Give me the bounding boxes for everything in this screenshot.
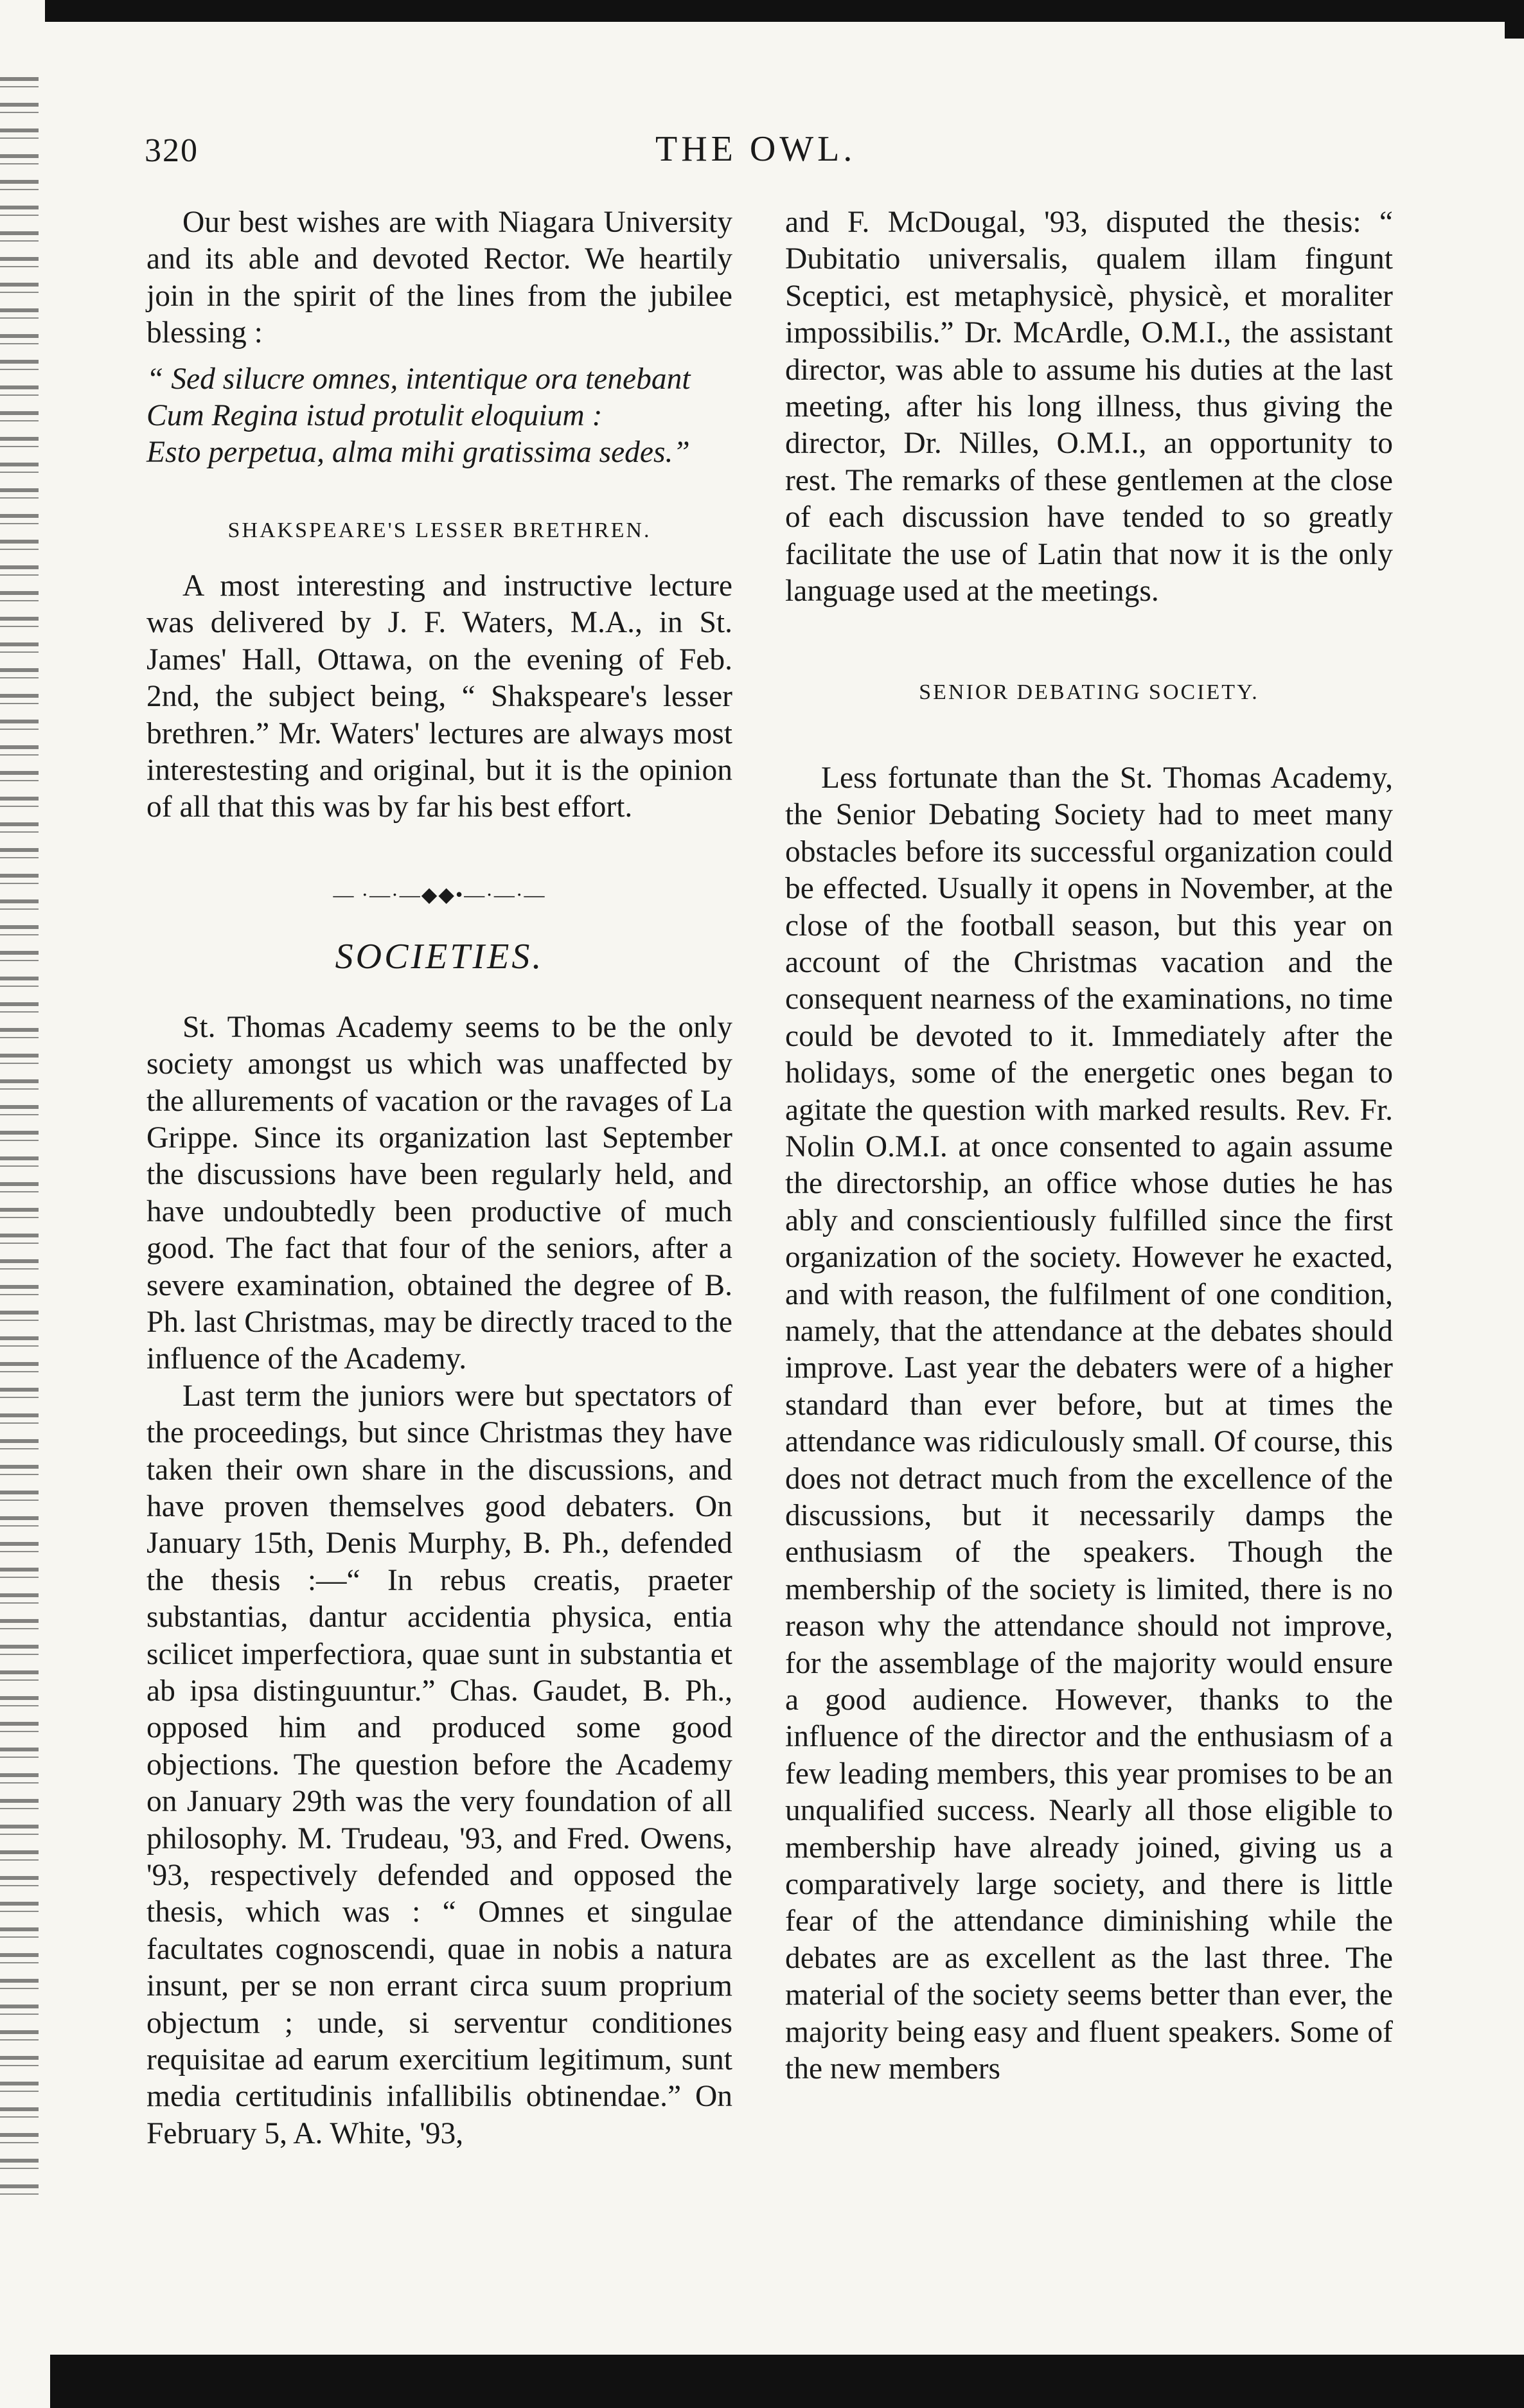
top-border-corner (1505, 0, 1524, 39)
section-ornament: — ·—·—◆◆•—·—·— (333, 882, 546, 906)
heading-societies: SOCIETIES. (335, 937, 544, 977)
binding-edge (0, 77, 39, 2197)
bottom-border-bar (50, 2355, 1524, 2408)
heading-shakspeare: SHAKSPEARE'S LESSER BRETHREN. (227, 518, 651, 542)
verse-line-1: “ Sed silucre omnes, intentique ora tenebant (146, 362, 691, 396)
verse-line-2: Cum Regina istud protulit eloquium : (146, 398, 603, 432)
heading-senior-debating: SENIOR DEBATING SOCIETY. (919, 680, 1259, 705)
running-title: THE OWL. (655, 129, 856, 169)
debating-paragraph: Less fortunate than the St. Thomas Academy, the Senior Debating Society had to meet many obstacles before its successful organization could be effected. Usually it opens in November, at the close of the football season, but this year on account of the Christmas vacation and the consequent nearness of the examinations, no time could be devoted to it. Immediately after the holidays, some of the energetic ones began to agitate the question with marked results. Rev. Fr. Nolin O.M.I. at once consented to again assume the directorship, an office whose duties he has ably and conscientiously fulfilled since the first organization of the society. However he exacted, and with reason, the fulfilment of one condition, namely, that the attendance at the debates should improve. Last year the debaters were of a higher standard than ever before, but at times the attendance was ridiculously small. Of course, this does not detract much from the excellence of the discussions, but it necessarily damps the enthusiasm of the speakers. Though the membership of the society is limited, there is no reason why the attendance should not improve, for the assemblage of the majority would ensure a good audience. However, thanks to the influence of the director and the enthusiasm of a few leading members, this year promises to be an unqualified success. Nearly all those eligible to membership have already joined, giving us a comparatively large society, and there is little fear of the attendance diminishing while the debates are as excellent as the last three. The material of the society seems better than ever, the majority being easy and fluent speakers. Some of the new members (785, 761, 1393, 2086)
lecture-paragraph: A most interesting and instructive lecture was delivered by J. F. Waters, M.A., in St. James' Hall, Ottawa, on the evening of Feb. 2nd, the subject being, “ Shakspeare's lesser brethren.” Mr. Waters' lectures are always most interestesting and original, but it is the opinion of all that this was by far his best effort. (146, 569, 732, 824)
juniors-paragraph: Last term the juniors were but spectators of the proceedings, but since Christmas they have taken their own share in the discussions, and have proven themselves good debaters. On January 15th, Denis Murphy, B. Ph., defended the thesis :—“ In rebus creatis, praeter substantias, dantur accidentia physica, entia scilicet imperfectiora, quae sunt in substantia et ab ipsa distinguuntur.” Chas. Gaudet, B. Ph., opposed him and produced some good objections. The question before the Academy on January 29th was the very foundation of all philosophy. M. Trudeau, '93, and Fred. Owens, '93, respectively defended and opposed the thesis, which was : “ Omnes et singulae facultates cognoscendi, quae in nobis a natura insunt, per se non errant circa suum proprium objectum ; unde, si serventur conditiones requisitae ad earum exercitium legitimum, sunt media certitudinis infallibilis obtinendae.” On February 5, A. White, '93, (146, 1379, 732, 2150)
right-column (785, 204, 1393, 2088)
page-number: 320 (145, 132, 199, 169)
verse-line-3: Esto perpetua, alma mihi gratissima sedes.” (146, 435, 690, 469)
jubilee-verse (146, 361, 732, 471)
left-column (146, 204, 732, 2152)
top-border-rule (45, 0, 1523, 22)
academy-paragraph: St. Thomas Academy seems to be the only society amongst us which was unaffected by the allurements of vacation or the ravages of La Grippe. Since its organization last September the discussions have been regularly held, and have undoubtedly been productive of much good. The fact that four of the seniors, after a severe examination, obtained the degree of B. Ph. last Christmas, may be directly traced to the influence of the Academy. (146, 1010, 732, 1376)
continued-paragraph: and F. McDougal, '93, disputed the thesis: “ Dubitatio universalis, qualem illam fingunt Sceptici, est metaphysicè, physicè, et moraliter impossibilis.” Dr. McArdle, O.M.I., the assistant director, was able to assume his duties at the last meeting, after his long illness, thus giving the director, Dr. Nilles, O.M.I., an opportunity to rest. The remarks of these gentlemen at the close of each discussion have tended to so greatly facilitate the use of Latin that now it is the only language used at the meetings. (785, 206, 1393, 608)
intro-paragraph: Our best wishes are with Niagara University and its able and devoted Rector. We heartily join in the spirit of the lines from the jubilee blessing : (146, 206, 732, 350)
